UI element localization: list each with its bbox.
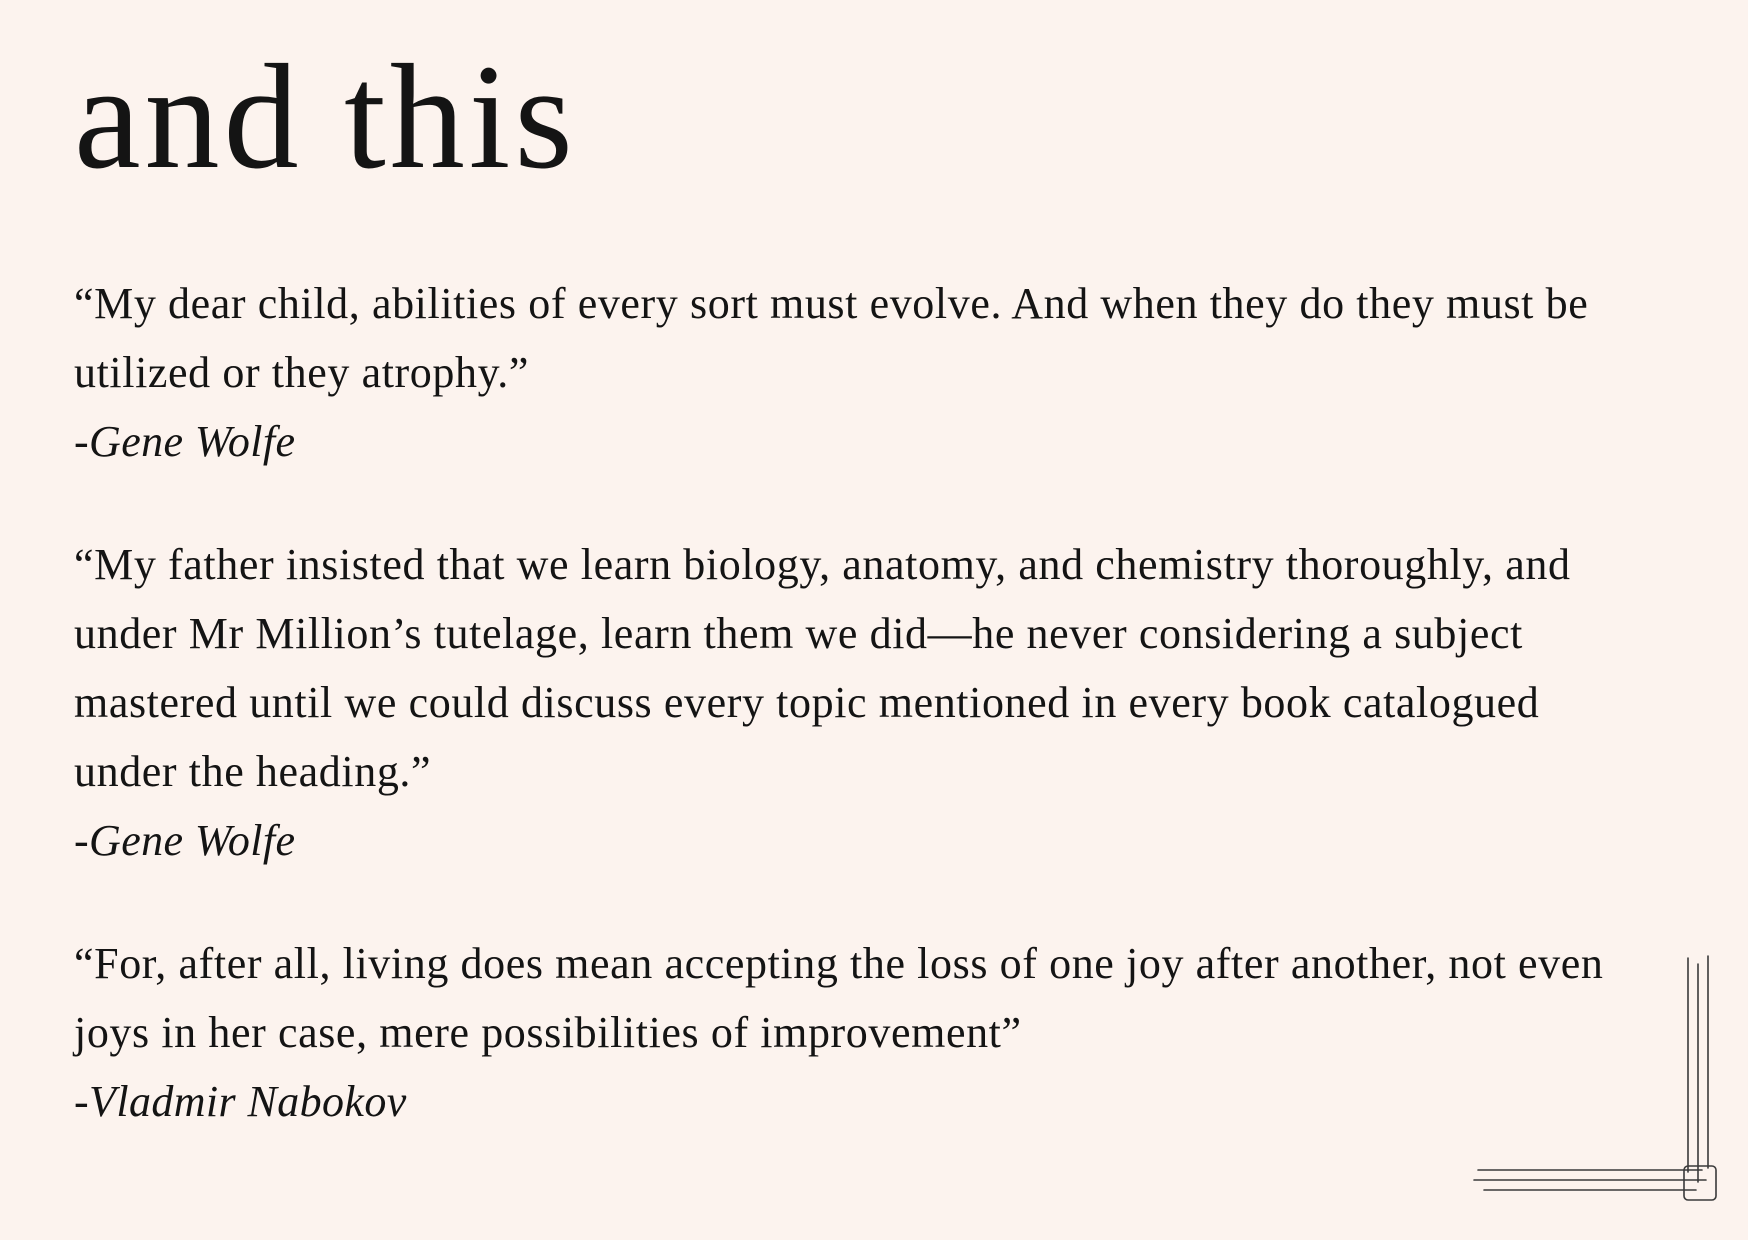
- quote-item: [74, 929, 1634, 1136]
- quote-author: -Vladmir Nabokov: [74, 1077, 407, 1126]
- quote-text: “My dear child, abilities of every sort must evolve. And when they do they must be utilized or they atrophy.”: [74, 279, 1589, 397]
- corner-frame-icon: [1470, 950, 1730, 1210]
- quote-list: [74, 269, 1634, 1190]
- quote-author: -Gene Wolfe: [74, 816, 296, 865]
- quote-text: “For, after all, living does mean accepting the loss of one joy after another, not even joys in her case, mere possibilities of improvement”: [74, 939, 1604, 1057]
- page-title: and this: [74, 34, 577, 200]
- quote-item: [74, 530, 1634, 875]
- quote-item: [74, 269, 1634, 476]
- quote-author: -Gene Wolfe: [74, 417, 296, 466]
- quote-text: “My father insisted that we learn biology, anatomy, and chemistry thoroughly, and under Mr Million’s tutelage, learn them we did—he never considering a subject mastered until we could discuss every topic mentioned in every book catalogued under the heading.”: [74, 540, 1571, 796]
